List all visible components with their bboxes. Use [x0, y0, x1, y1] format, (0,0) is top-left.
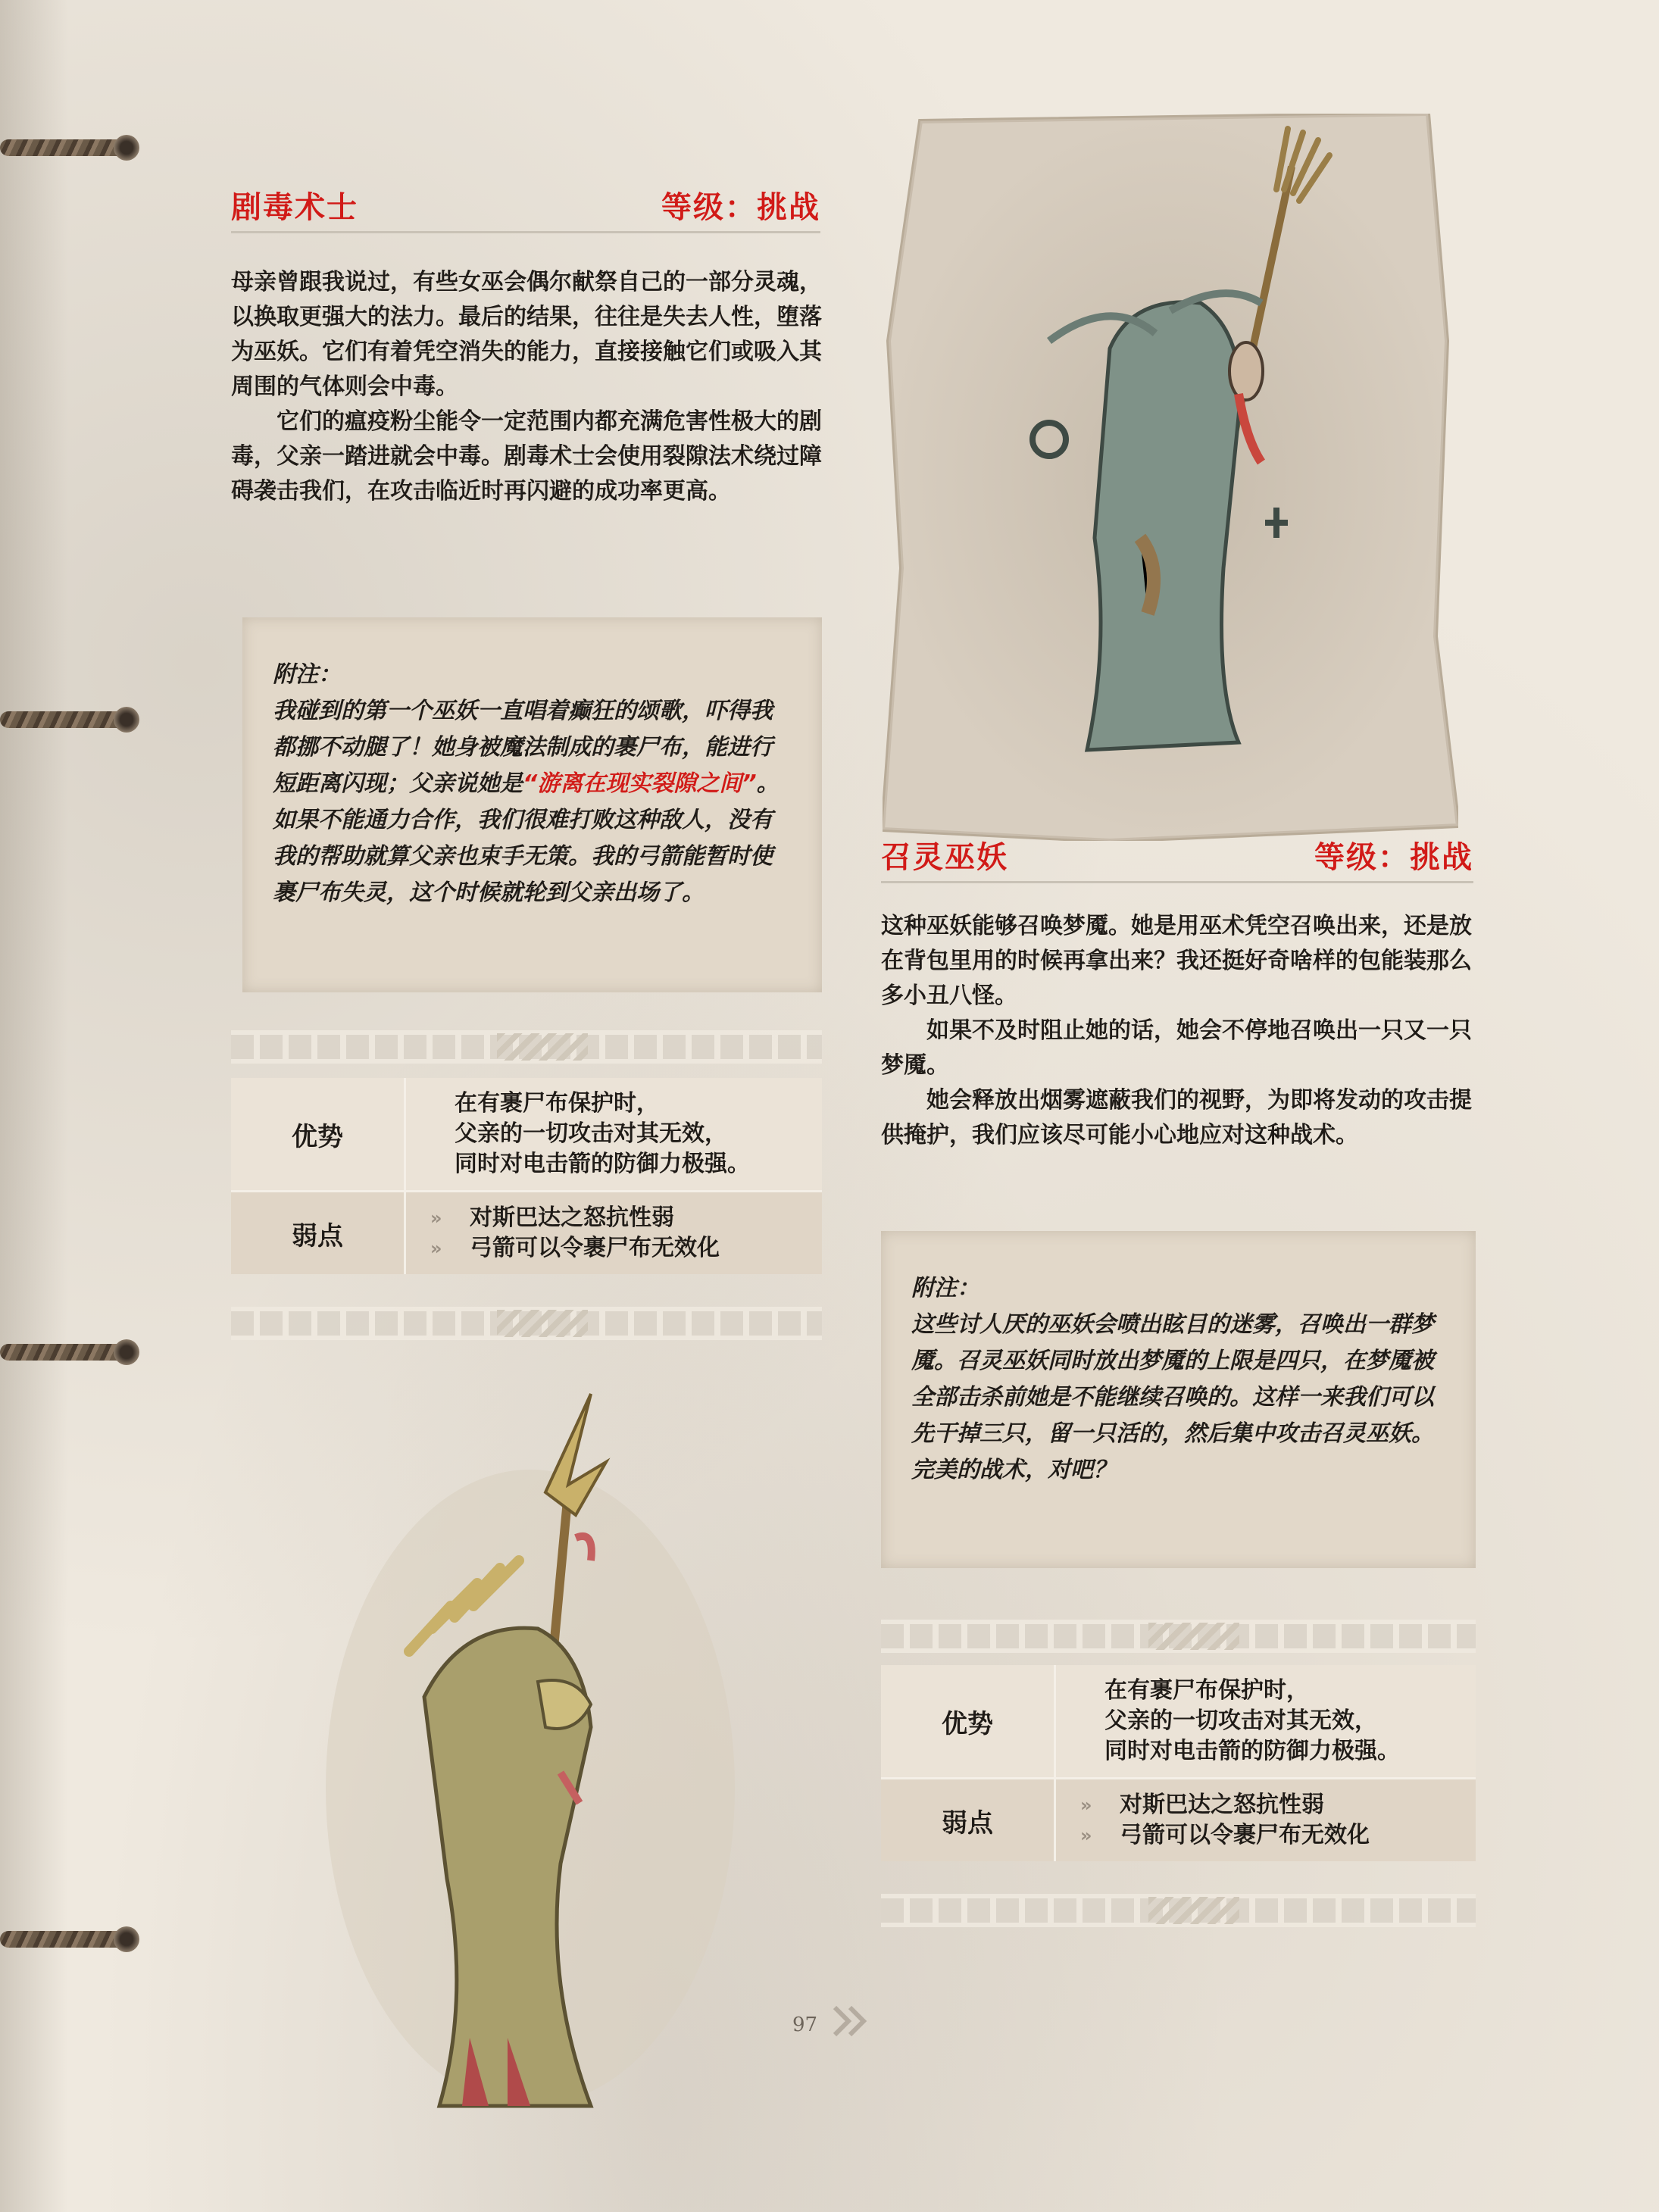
weaknesses-row: [231, 1190, 822, 1274]
bullet-icon: »: [1080, 1825, 1092, 1846]
weakness-text: 对斯巴达之怒抗性弱: [470, 1204, 674, 1231]
note-title: 附注：: [273, 661, 341, 688]
binder-ring: [0, 1913, 152, 1966]
weakness-item: [1080, 1790, 1476, 1820]
description-paragraph: 母亲曾跟我说过，有些女巫会偶尔献祭自己的一部分灵魂，以换取更强大的法力。最后的结果，往往是失去人性，堕落为巫妖。它们有着凭空消失的能力，直接接触它们或吸入其周围的气体则会中毒。: [231, 269, 822, 400]
bullet-icon: »: [1080, 1795, 1092, 1816]
enemy-name: 召灵巫妖: [881, 840, 1008, 875]
strengths-content: [406, 1078, 822, 1190]
enemy-level: 等级：挑战: [661, 190, 820, 225]
weaknesses-label: 弱点: [231, 1192, 406, 1274]
strength-line: 父亲的一切攻击对其无效，: [455, 1120, 727, 1147]
binder-ring: [0, 1326, 152, 1379]
weakness-item: [430, 1233, 822, 1264]
section-header-summoner: [881, 833, 1473, 883]
strength-line: 在有裹尸布保护时，: [455, 1090, 659, 1117]
decorative-band: [881, 1894, 1476, 1927]
section-header-poisoner: [231, 183, 820, 233]
decorative-band: [231, 1030, 822, 1064]
note-body: 。如果不能通力合作，我们很难打败这种敌人，没有我的帮助就算父亲也束手无策。我的弓箭能暂时使裹尸布失灵，这个时候就轮到父亲出场了。: [273, 770, 780, 906]
enemy-level: 等级：挑战: [1314, 840, 1473, 875]
strengths-content: [1056, 1665, 1476, 1777]
weakness-text: 弓箭可以令裹尸布无效化: [1120, 1822, 1370, 1848]
next-page-icon: [832, 2004, 870, 2038]
note-text: [273, 657, 795, 911]
weakness-text: 对斯巴达之怒抗性弱: [1120, 1792, 1324, 1818]
strengths-label: 优势: [231, 1078, 406, 1190]
poisoner-illustration: [318, 1379, 742, 2121]
note-box: [881, 1231, 1476, 1568]
summoner-illustration: [883, 114, 1458, 841]
strength-line: 同时对电击箭的防御力极强。: [455, 1151, 750, 1177]
description-paragraph: 这种巫妖能够召唤梦魇。她是用巫术凭空召唤出来，还是放在背包里用的时候再拿出来？我还挺好奇啥样的包能装那么多小丑八怪。: [881, 913, 1472, 1009]
strength-line: 父亲的一切攻击对其无效，: [1104, 1707, 1377, 1734]
weakness-item: [1080, 1820, 1476, 1851]
weaknesses-content: [406, 1192, 822, 1274]
strengths-row: [231, 1078, 822, 1190]
enemy-description: [231, 265, 822, 509]
stats-table: [881, 1665, 1476, 1861]
note-body: 我碰到的第一个巫妖一直唱着癫狂的颂歌，吓得我都挪不动腿了！她身被魔法制成的裹尸布，能进行短距离闪现；父亲说她是: [273, 698, 773, 797]
page-number: 97: [792, 2014, 818, 2036]
note-box: [242, 617, 822, 992]
note-body: 这些讨人厌的巫妖会喷出眩目的迷雾，召唤出一群梦魇。召灵巫妖同时放出梦魇的上限是四只，在梦魇被全部击杀前她是不能继续召唤的。这样一来我们可以先干掉三只，留一只活的，然后集中攻击召灵巫妖。完美的战术，对吧？: [911, 1311, 1434, 1483]
strength-line: 在有裹尸布保护时，: [1104, 1677, 1309, 1704]
decorative-band: [881, 1620, 1476, 1653]
binder-ring: [0, 121, 152, 174]
bullet-icon: »: [430, 1238, 442, 1259]
note-text: [911, 1270, 1448, 1489]
strength-line: 同时对电击箭的防御力极强。: [1104, 1738, 1400, 1764]
weakness-item: [430, 1203, 822, 1233]
weakness-text: 弓箭可以令裹尸布无效化: [470, 1235, 720, 1261]
decorative-band: [231, 1307, 822, 1340]
description-paragraph: 它们的瘟疫粉尘能令一定范围内都充满危害性极大的剧毒，父亲一踏进就会中毒。剧毒术士会使用裂隙法术绕过障碍袭击我们，在攻击临近时再闪避的成功率更高。: [231, 408, 822, 505]
enemy-name: 剧毒术士: [231, 190, 358, 225]
note-title: 附注：: [911, 1275, 979, 1301]
note-highlight: “游离在现实裂隙之间”: [523, 770, 757, 797]
strengths-row: [881, 1665, 1476, 1777]
description-paragraph: 如果不及时阻止她的话，她会不停地召唤出一只又一只梦魇。: [881, 1017, 1472, 1079]
weaknesses-label: 弱点: [881, 1779, 1056, 1861]
weaknesses-content: [1056, 1779, 1476, 1861]
stats-table: [231, 1078, 822, 1274]
bullet-icon: »: [430, 1208, 442, 1229]
strengths-label: 优势: [881, 1665, 1056, 1777]
enemy-description: [881, 909, 1473, 1153]
description-paragraph: 她会释放出烟雾遮蔽我们的视野，为即将发动的攻击提供掩护，我们应该尽可能小心地应对这种战术。: [881, 1087, 1472, 1148]
weaknesses-row: [881, 1777, 1476, 1861]
binder-ring: [0, 693, 152, 746]
